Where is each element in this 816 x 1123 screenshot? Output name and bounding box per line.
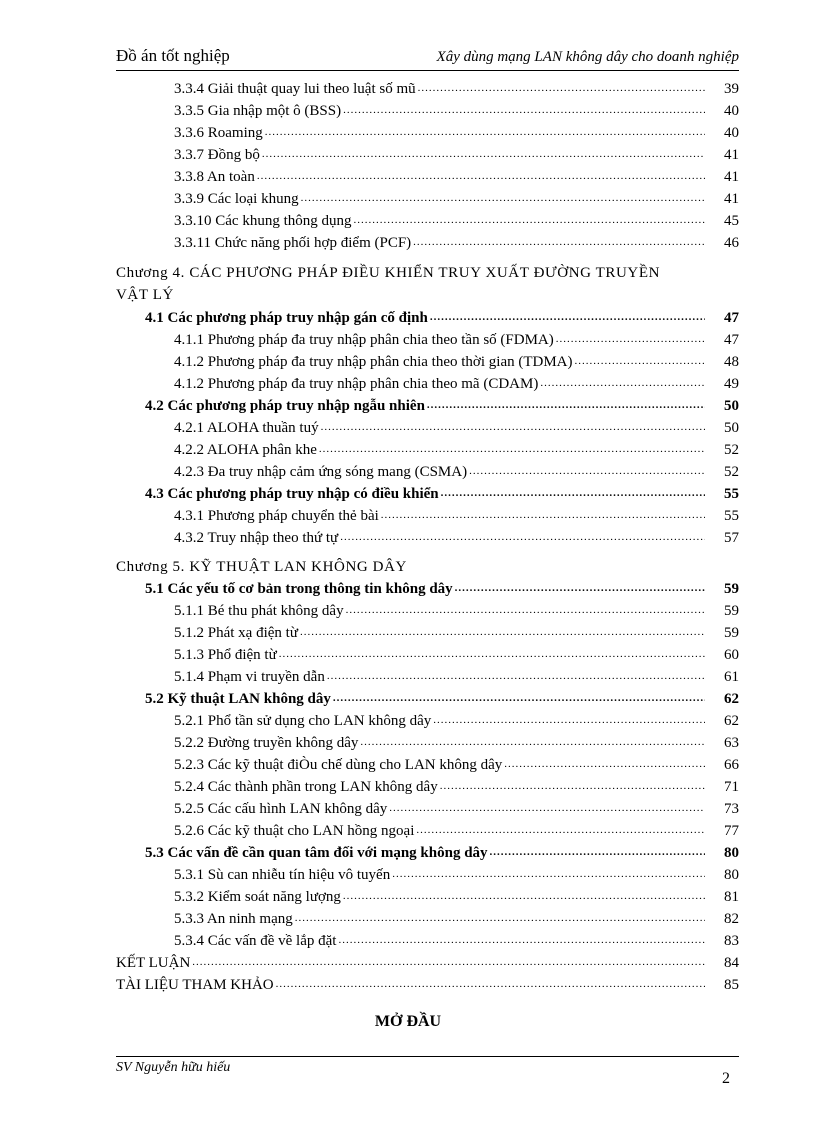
toc-entry[interactable]: 4.1.2 Phương pháp đa truy nhập phân chia theo thời gian (TDMA) ..... 48 [174, 351, 739, 373]
toc-entry[interactable]: 5.2.5 Các cấu hình LAN không dây ..... 73 [174, 798, 739, 820]
header-thesis-label: Đồ án tốt nghiệp [116, 46, 230, 65]
chapter-heading[interactable]: Chương 5. KỸ THUẬT LAN KHÔNG DÂY [116, 559, 407, 575]
footer-author: SV Nguyễn hữu hiếu [116, 1060, 231, 1075]
section-title-intro: MỞ ĐẦU [374, 1013, 442, 1030]
toc-entry[interactable]: 3.3.10 Các khung thông dụng ..... 45 [174, 210, 739, 232]
toc-entry[interactable]: 3.3.9 Các loại khung ..... 41 [174, 188, 739, 210]
toc-section[interactable]: 5.1 Các yếu tố cơ bản trong thông tin không dây ..... 59 [145, 578, 739, 600]
chapter-heading[interactable]: Chương 4. CÁC PHƯƠNG PHÁP ĐIỀU KHIỂN TRUY XUẤT ĐƯỜNG TRUYỀN [116, 265, 661, 281]
toc-entry[interactable]: 5.2.3 Các kỹ thuật điÒu chế dùng cho LAN không dây ..... 66 [174, 754, 739, 776]
toc-entry[interactable]: 5.2.2 Đường truyền không dây ..... 63 [174, 732, 739, 754]
toc-entry[interactable]: 4.3.2 Truy nhập theo thứ tự ..... 57 [174, 527, 739, 549]
toc-entry[interactable]: 4.3.1 Phương pháp chuyển thẻ bài ..... 55 [174, 505, 739, 527]
toc-entry[interactable]: 5.1.3 Phổ điện từ ..... 60 [174, 644, 739, 666]
toc-section[interactable]: 4.2 Các phương pháp truy nhập ngẫu nhiên ..... 50 [145, 395, 739, 417]
toc-entry[interactable]: 4.1.1 Phương pháp đa truy nhập phân chia theo tần số (FDMA) ..... 47 [174, 329, 739, 351]
toc-entry[interactable]: 4.2.1 ALOHA thuần tuý ..... 50 [174, 417, 739, 439]
toc-entry[interactable]: 5.3.4 Các vấn đề về lắp đặt ..... 83 [174, 930, 739, 952]
toc-entry[interactable]: 5.3.2 Kiểm soát năng lượng ..... 81 [174, 886, 739, 908]
toc-entry[interactable]: 4.1.2 Phương pháp đa truy nhập phân chia theo mã (CDAM) ..... 49 [174, 373, 739, 395]
toc-entry[interactable]: 5.1.4 Phạm vi truyền dẫn ..... 61 [174, 666, 739, 688]
header-thesis-title: Xây dùng mạng LAN không dây cho doanh nghiệp [436, 49, 739, 65]
toc-section[interactable]: 5.2 Kỹ thuật LAN không dây ..... 62 [145, 688, 739, 710]
toc-entry[interactable]: 3.3.5 Gia nhập một ô (BSS) ..... 40 [174, 100, 739, 122]
toc-entry[interactable]: 5.2.1 Phổ tần sử dụng cho LAN không dây ..... 62 [174, 710, 739, 732]
toc-entry[interactable]: 3.3.4 Giải thuật quay lui theo luật số mũ ..... 39 [174, 78, 739, 100]
toc-entry-conclusion[interactable]: KẾT LUẬN ..... 84 [116, 952, 739, 974]
toc-entry[interactable]: 5.3.1 Sù can nhiễu tín hiệu vô tuyến ..... 80 [174, 864, 739, 886]
toc-entry[interactable]: 5.2.6 Các kỹ thuật cho LAN hồng ngoại ..... 77 [174, 820, 739, 842]
footer-divider [116, 1056, 739, 1057]
toc-entry[interactable]: 4.2.2 ALOHA phân khe ..... 52 [174, 439, 739, 461]
toc-section[interactable]: 4.1 Các phương pháp truy nhập gán cố định ..... 47 [145, 307, 739, 329]
toc-entry[interactable]: 5.1.1 Bé thu phát không dây ..... 59 [174, 600, 739, 622]
page-header [116, 44, 739, 71]
page-number: 2 [722, 1070, 730, 1087]
toc-entry[interactable]: 5.2.4 Các thành phần trong LAN không dây ..... 71 [174, 776, 739, 798]
toc-entry[interactable]: 3.3.8 An toàn ..... 41 [174, 166, 739, 188]
toc-entry[interactable]: 3.3.7 Đồng bộ ..... 41 [174, 144, 739, 166]
toc-section[interactable]: 4.3 Các phương pháp truy nhập có điều khiển ..... 55 [145, 483, 739, 505]
toc-entry[interactable]: 3.3.11 Chức năng phối hợp điểm (PCF) ..... 46 [174, 232, 739, 254]
chapter-heading-continued: VẬT LÝ [116, 287, 174, 303]
toc-entry[interactable]: 4.2.3 Đa truy nhập cảm ứng sóng mang (CSMA) ..... 52 [174, 461, 739, 483]
toc-section[interactable]: 5.3 Các vấn đề cần quan tâm đối với mạng không dây ..... 80 [145, 842, 739, 864]
toc-entry[interactable]: 3.3.6 Roaming ..... 40 [174, 122, 739, 144]
toc-entry[interactable]: 5.1.2 Phát xạ điện từ ..... 59 [174, 622, 739, 644]
toc-entry[interactable]: 5.3.3 An ninh mạng ..... 82 [174, 908, 739, 930]
toc-entry-references[interactable]: TÀI LIỆU THAM KHẢO ..... 85 [116, 974, 739, 996]
